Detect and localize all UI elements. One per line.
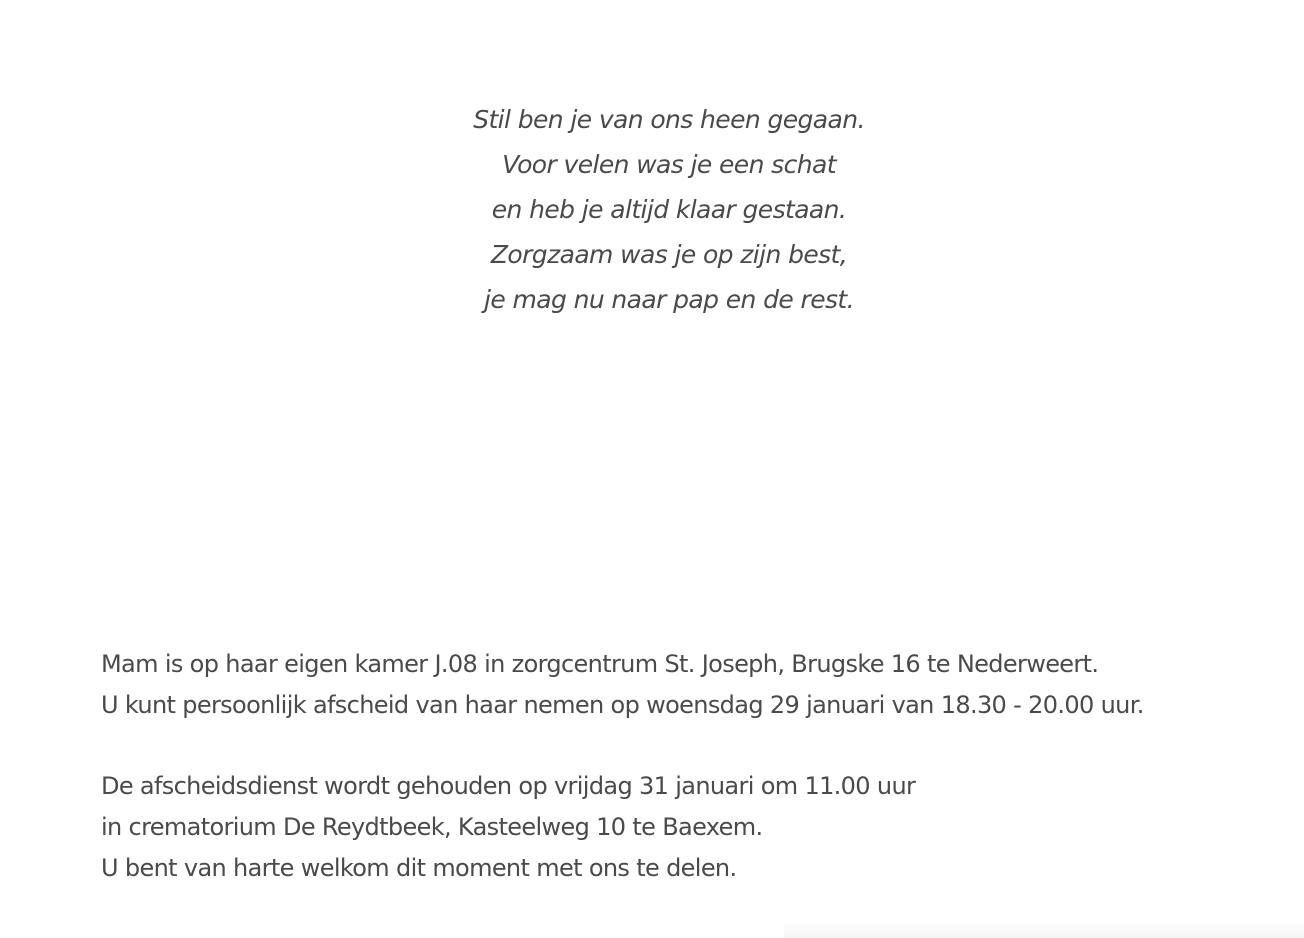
service-location-text: in crematorium De Reydtbeek, Kasteelweg 10 te Baexem. xyxy=(101,813,763,841)
page-edge-shadow xyxy=(784,920,1304,938)
memorial-poem xyxy=(0,97,1304,322)
poem-line: Voor velen was je een schat xyxy=(502,150,836,179)
poem-line: je mag nu naar pap en de rest. xyxy=(484,285,854,314)
service-welcome-text: U bent van harte welkom dit moment met ons te delen. xyxy=(101,854,737,882)
service-date-text: De afscheidsdienst wordt gehouden op vrijdag 31 januari om 11.00 uur xyxy=(101,772,916,800)
farewell-service-notice xyxy=(101,766,1281,889)
poem-line: Zorgzaam was je op zijn best, xyxy=(490,240,848,269)
poem-line: en heb je altijd klaar gestaan. xyxy=(491,195,847,224)
poem-line: Stil ben je van ons heen gegaan. xyxy=(473,105,865,134)
visitation-location-text: Mam is op haar eigen kamer J.08 in zorgcentrum St. Joseph, Brugske 16 te Nederweert. xyxy=(101,650,1099,678)
visitation-time-text: U kunt persoonlijk afscheid van haar nemen op woensdag 29 januari van 18.30 - 20.00 uur. xyxy=(101,691,1144,719)
visitation-notice xyxy=(101,644,1281,726)
